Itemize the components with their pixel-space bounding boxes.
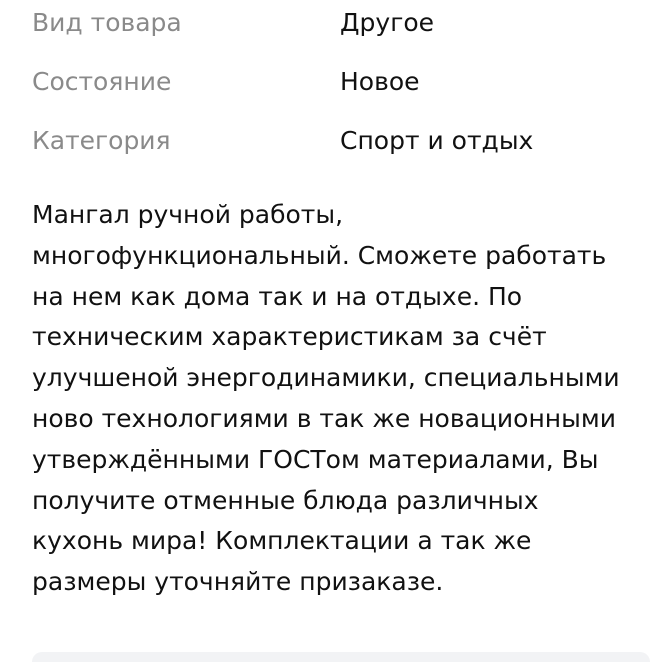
spec-label-condition: Состояние [32,67,172,96]
spec-row-category [32,118,632,177]
spec-label-category: Категория [32,126,171,155]
description-line: размеры уточняйте призаказе. [32,567,444,597]
spec-label-type: Вид товара [32,8,182,37]
description-line: кухонь мира! Комплектации а так же [32,526,532,556]
description-line: получите отменные блюда различных [32,485,539,515]
bottom-panel [32,652,650,662]
item-description [32,195,632,603]
spec-value-type: Другое [340,8,435,37]
description-line: улучшеной энергодинамики, специальными [32,363,620,393]
description-line: ново технологиями в так же новационными [32,403,616,433]
spec-value-condition: Новое [340,67,420,96]
description-line: Мангал ручной работы, [32,200,344,229]
description-line: техническим характеристикам за счёт [32,322,547,352]
description-line: многофункциональный. Сможете работать [32,240,607,270]
item-specs-list [32,0,632,177]
spec-row-type [32,0,632,59]
spec-row-condition [32,59,632,118]
description-line: на нем как дома так и на отдыхе. По [32,281,523,311]
description-line: утверждёнными ГОСТом материалами, Вы [32,444,599,474]
spec-value-category: Спорт и отдых [340,126,534,155]
